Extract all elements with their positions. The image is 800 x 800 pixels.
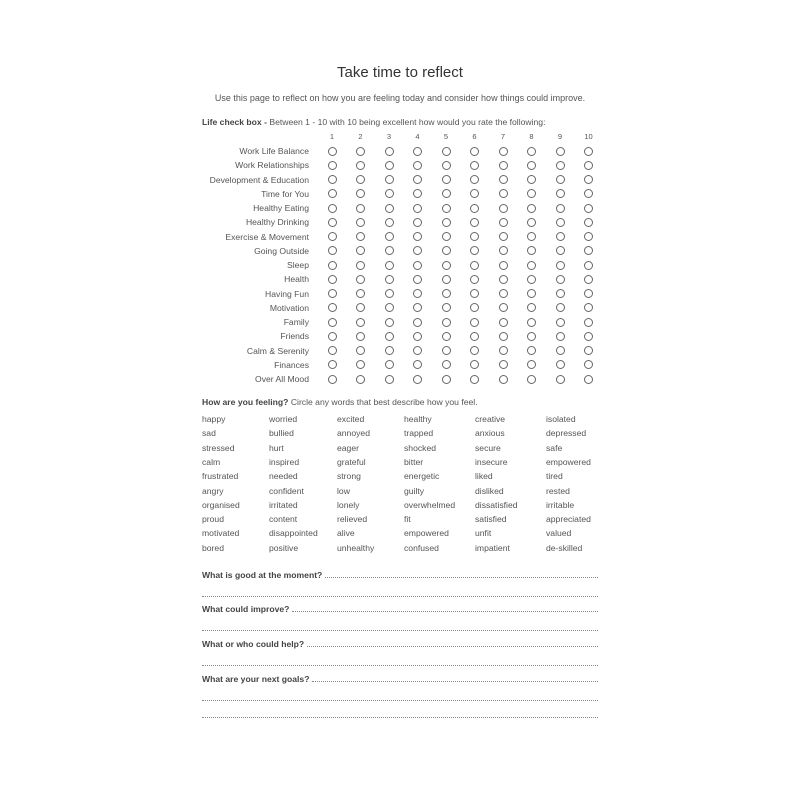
- rating-radio[interactable]: [328, 360, 337, 369]
- rating-radio[interactable]: [442, 346, 451, 355]
- rating-radio[interactable]: [470, 204, 479, 213]
- life-check-title: Life check box -: [202, 117, 267, 127]
- rating-radio[interactable]: [499, 147, 508, 156]
- rating-radio[interactable]: [385, 147, 394, 156]
- rating-radio[interactable]: [470, 332, 479, 341]
- rating-radio[interactable]: [556, 161, 565, 170]
- feeling-word[interactable]: shocked: [404, 442, 437, 453]
- scale-number: 8: [529, 132, 534, 141]
- rating-radio[interactable]: [356, 360, 365, 369]
- rating-radio[interactable]: [356, 318, 365, 327]
- rating-radio[interactable]: [527, 332, 536, 341]
- feeling-word[interactable]: inspired: [269, 456, 300, 467]
- rating-row-label: Motivation: [269, 302, 309, 313]
- rating-radio[interactable]: [356, 218, 365, 227]
- rating-radio[interactable]: [413, 204, 422, 213]
- feelings-heading: [202, 397, 478, 407]
- rating-radio[interactable]: [584, 375, 593, 384]
- feeling-word[interactable]: trapped: [404, 428, 434, 439]
- feeling-word[interactable]: needed: [269, 471, 298, 482]
- rating-radio[interactable]: [356, 147, 365, 156]
- rating-radio[interactable]: [470, 346, 479, 355]
- rating-radio[interactable]: [527, 246, 536, 255]
- rating-radio[interactable]: [328, 332, 337, 341]
- rating-radio[interactable]: [556, 346, 565, 355]
- rating-radio[interactable]: [499, 232, 508, 241]
- feeling-word[interactable]: calm: [202, 456, 221, 467]
- rating-row-label: Friends: [280, 331, 309, 342]
- rating-radio[interactable]: [413, 189, 422, 198]
- question-row: [202, 673, 598, 685]
- answer-line[interactable]: [325, 569, 598, 578]
- rating-radio[interactable]: [328, 189, 337, 198]
- feeling-word[interactable]: guilty: [404, 485, 425, 496]
- rating-radio[interactable]: [499, 189, 508, 198]
- rating-radio[interactable]: [527, 261, 536, 270]
- rating-radio[interactable]: [385, 375, 394, 384]
- rating-radio[interactable]: [499, 204, 508, 213]
- feeling-word[interactable]: healthy: [404, 414, 432, 424]
- rating-radio[interactable]: [356, 346, 365, 355]
- rating-radio[interactable]: [470, 318, 479, 327]
- feeling-word[interactable]: dissatisfied: [475, 499, 518, 510]
- rating-row-label: Over All Mood: [255, 374, 309, 384]
- question-row: [202, 603, 598, 615]
- rating-radio[interactable]: [499, 332, 508, 341]
- rating-radio[interactable]: [556, 303, 565, 312]
- feeling-word[interactable]: empowered: [404, 528, 449, 539]
- rating-radio[interactable]: [413, 147, 422, 156]
- question-label: What are your next goals?: [202, 674, 310, 684]
- feeling-word[interactable]: tired: [546, 471, 563, 482]
- rating-radio[interactable]: [470, 218, 479, 227]
- rating-radio[interactable]: [413, 175, 422, 184]
- rating-radio[interactable]: [442, 261, 451, 270]
- feeling-word[interactable]: unhealthy: [337, 542, 375, 553]
- feeling-word[interactable]: happy: [202, 414, 226, 424]
- scale-number: 3: [386, 132, 392, 141]
- feeling-word[interactable]: depressed: [546, 428, 587, 439]
- feeling-word[interactable]: irritated: [269, 499, 298, 510]
- rating-radio[interactable]: [470, 147, 479, 156]
- answer-line[interactable]: [307, 638, 598, 647]
- feeling-word[interactable]: proud: [202, 514, 224, 525]
- scale-number: 5: [443, 132, 449, 141]
- rating-radio[interactable]: [584, 289, 593, 298]
- scale-number: 10: [584, 132, 593, 141]
- rating-radio[interactable]: [499, 318, 508, 327]
- rating-radio[interactable]: [385, 289, 394, 298]
- rating-radio[interactable]: [385, 360, 394, 369]
- rating-radio[interactable]: [527, 232, 536, 241]
- rating-radio[interactable]: [499, 246, 508, 255]
- rating-radio[interactable]: [527, 318, 536, 327]
- rating-radio[interactable]: [527, 275, 536, 284]
- rating-radio[interactable]: [584, 318, 593, 327]
- rating-radio[interactable]: [413, 360, 422, 369]
- rating-radio[interactable]: [356, 332, 365, 341]
- scale-number: 9: [557, 132, 563, 141]
- rating-radio[interactable]: [527, 289, 536, 298]
- page-title: Take time to reflect: [337, 64, 463, 81]
- feeling-word[interactable]: relieved: [337, 514, 368, 525]
- feeling-word[interactable]: overwhelmed: [404, 499, 456, 510]
- rating-radio[interactable]: [442, 218, 451, 227]
- rating-radio[interactable]: [470, 232, 479, 241]
- rating-row-label: Work Life Balance: [239, 146, 309, 156]
- rating-row-label: Time for You: [261, 188, 309, 199]
- feeling-word[interactable]: secure: [475, 442, 501, 453]
- rating-row-label: Calm & Serenity: [246, 345, 309, 356]
- rating-radio[interactable]: [442, 375, 451, 384]
- rating-radio[interactable]: [442, 289, 451, 298]
- rating-radio[interactable]: [356, 289, 365, 298]
- rating-radio[interactable]: [328, 275, 337, 284]
- rating-radio[interactable]: [356, 261, 365, 270]
- rating-radio[interactable]: [470, 246, 479, 255]
- rating-radio[interactable]: [413, 275, 422, 284]
- rating-radio[interactable]: [556, 289, 565, 298]
- rating-radio[interactable]: [499, 346, 508, 355]
- rating-row-label: Health: [284, 274, 309, 285]
- life-check-heading: [202, 117, 545, 127]
- rating-radio[interactable]: [413, 318, 422, 327]
- rating-radio[interactable]: [442, 147, 451, 156]
- feeling-word[interactable]: bitter: [404, 456, 424, 467]
- rating-radio[interactable]: [556, 218, 565, 227]
- feeling-word[interactable]: safe: [546, 442, 563, 453]
- feeling-word[interactable]: fit: [404, 514, 411, 525]
- rating-radio[interactable]: [527, 161, 536, 170]
- feeling-word[interactable]: bullied: [269, 428, 294, 439]
- feeling-word[interactable]: satisfied: [475, 514, 507, 525]
- question-row: [202, 569, 598, 581]
- rating-radio[interactable]: [584, 147, 593, 156]
- rating-row-label: Work Relationships: [235, 160, 309, 171]
- rating-radio[interactable]: [556, 375, 565, 384]
- rating-radio[interactable]: [442, 204, 451, 213]
- rating-radio[interactable]: [328, 232, 337, 241]
- rating-radio[interactable]: [584, 232, 593, 241]
- rating-radio[interactable]: [556, 147, 565, 156]
- feeling-word[interactable]: valued: [546, 528, 572, 539]
- question-label: What or who could help?: [202, 639, 305, 649]
- rating-radio[interactable]: [584, 189, 593, 198]
- rating-radio[interactable]: [442, 332, 451, 341]
- rating-radio[interactable]: [527, 147, 536, 156]
- rating-radio[interactable]: [442, 189, 451, 198]
- rating-radio[interactable]: [556, 232, 565, 241]
- feeling-word[interactable]: isolated: [546, 414, 576, 424]
- answer-line[interactable]: [312, 673, 598, 682]
- question-label: What could improve?: [202, 604, 290, 614]
- answer-line[interactable]: [202, 665, 598, 666]
- answer-line[interactable]: [292, 603, 598, 612]
- rating-radio[interactable]: [413, 303, 422, 312]
- rating-radio[interactable]: [499, 303, 508, 312]
- feeling-word[interactable]: creative: [475, 414, 506, 424]
- question-label: What is good at the moment?: [202, 570, 323, 580]
- rating-radio[interactable]: [328, 303, 337, 312]
- rating-radio[interactable]: [556, 332, 565, 341]
- answer-line[interactable]: [202, 630, 598, 631]
- rating-radio[interactable]: [584, 246, 593, 255]
- rating-radio[interactable]: [413, 218, 422, 227]
- rating-radio[interactable]: [328, 147, 337, 156]
- rating-radio[interactable]: [499, 161, 508, 170]
- feeling-word[interactable]: annoyed: [337, 428, 370, 439]
- feeling-word[interactable]: alive: [337, 528, 355, 539]
- feeling-word[interactable]: unfit: [475, 528, 492, 539]
- rating-radio[interactable]: [584, 204, 593, 213]
- feeling-word[interactable]: angry: [202, 485, 224, 496]
- feeling-word[interactable]: irritable: [546, 499, 575, 510]
- feeling-word[interactable]: grateful: [337, 456, 366, 467]
- rating-row-label: Family: [283, 317, 309, 327]
- feeling-word[interactable]: energetic: [404, 471, 440, 482]
- rating-radio[interactable]: [328, 346, 337, 355]
- rating-radio[interactable]: [328, 261, 337, 270]
- answer-line[interactable]: [202, 596, 598, 597]
- rating-radio[interactable]: [385, 303, 394, 312]
- rating-radio[interactable]: [527, 375, 536, 384]
- rating-radio[interactable]: [413, 332, 422, 341]
- scale-number: 1: [329, 132, 335, 141]
- feeling-word[interactable]: stressed: [202, 442, 235, 453]
- rating-radio[interactable]: [328, 218, 337, 227]
- scale-number: 7: [500, 132, 506, 141]
- feeling-word[interactable]: frustrated: [202, 471, 239, 482]
- rating-radio[interactable]: [499, 289, 508, 298]
- rating-radio[interactable]: [356, 175, 365, 184]
- rating-radio[interactable]: [442, 175, 451, 184]
- rating-radio[interactable]: [584, 346, 593, 355]
- rating-radio[interactable]: [584, 161, 593, 170]
- rating-radio[interactable]: [584, 275, 593, 284]
- feeling-word[interactable]: rested: [546, 485, 570, 496]
- rating-radio[interactable]: [442, 360, 451, 369]
- rating-radio[interactable]: [584, 332, 593, 341]
- rating-radio[interactable]: [356, 246, 365, 255]
- rating-radio[interactable]: [584, 360, 593, 369]
- feeling-word[interactable]: organised: [202, 499, 240, 510]
- feeling-word[interactable]: disliked: [475, 485, 504, 496]
- rating-radio[interactable]: [385, 346, 394, 355]
- rating-radio[interactable]: [584, 218, 593, 227]
- rating-radio[interactable]: [499, 175, 508, 184]
- scale-number: 2: [358, 132, 363, 141]
- rating-radio[interactable]: [385, 275, 394, 284]
- rating-radio[interactable]: [556, 360, 565, 369]
- rating-radio[interactable]: [527, 175, 536, 184]
- rating-radio[interactable]: [328, 318, 337, 327]
- rating-radio[interactable]: [413, 246, 422, 255]
- rating-radio[interactable]: [356, 303, 365, 312]
- feeling-word[interactable]: appreciated: [546, 514, 591, 525]
- rating-radio[interactable]: [385, 246, 394, 255]
- rating-radio[interactable]: [385, 318, 394, 327]
- feeling-word[interactable]: anxious: [475, 428, 505, 439]
- rating-radio[interactable]: [356, 232, 365, 241]
- rating-row-label: Finances: [274, 359, 309, 370]
- rating-row-label: Healthy Drinking: [245, 217, 309, 228]
- rating-radio[interactable]: [385, 232, 394, 241]
- rating-radio[interactable]: [356, 375, 365, 384]
- feeling-word[interactable]: positive: [269, 542, 299, 553]
- rating-radio[interactable]: [385, 332, 394, 341]
- rating-radio[interactable]: [385, 161, 394, 170]
- rating-radio[interactable]: [356, 204, 365, 213]
- life-check-instruction: Between 1 - 10 with 10 being excellent how would you rate the following:: [269, 117, 546, 127]
- rating-radio[interactable]: [385, 189, 394, 198]
- feelings-instruction: Circle any words that best describe how you feel.: [290, 397, 478, 407]
- rating-radio[interactable]: [470, 289, 479, 298]
- rating-radio[interactable]: [470, 360, 479, 369]
- rating-row-label: Development & Education: [209, 174, 309, 185]
- rating-radio[interactable]: [328, 246, 337, 255]
- rating-radio[interactable]: [527, 360, 536, 369]
- rating-radio[interactable]: [556, 204, 565, 213]
- rating-radio[interactable]: [385, 261, 394, 270]
- answer-line[interactable]: [202, 717, 598, 718]
- rating-row-label: Going Outside: [254, 245, 309, 256]
- rating-radio[interactable]: [470, 189, 479, 198]
- feeling-word[interactable]: disappointed: [269, 528, 318, 539]
- answer-line[interactable]: [202, 700, 598, 701]
- rating-radio[interactable]: [328, 204, 337, 213]
- rating-radio[interactable]: [442, 161, 451, 170]
- rating-radio[interactable]: [470, 375, 479, 384]
- rating-radio[interactable]: [556, 246, 565, 255]
- rating-radio[interactable]: [499, 218, 508, 227]
- feeling-word[interactable]: worried: [269, 414, 298, 424]
- rating-radio[interactable]: [413, 261, 422, 270]
- feeling-word[interactable]: lonely: [337, 499, 360, 510]
- rating-radio[interactable]: [527, 303, 536, 312]
- rating-radio[interactable]: [556, 261, 565, 270]
- rating-radio[interactable]: [413, 232, 422, 241]
- rating-radio[interactable]: [328, 375, 337, 384]
- feeling-word[interactable]: hurt: [269, 442, 284, 453]
- rating-radio[interactable]: [385, 218, 394, 227]
- rating-radio[interactable]: [470, 261, 479, 270]
- rating-radio[interactable]: [527, 204, 536, 213]
- rating-radio[interactable]: [470, 161, 479, 170]
- rating-radio[interactable]: [584, 261, 593, 270]
- rating-radio[interactable]: [356, 189, 365, 198]
- feeling-word[interactable]: impatient: [475, 542, 510, 553]
- rating-radio[interactable]: [470, 303, 479, 312]
- rating-radio[interactable]: [413, 375, 422, 384]
- scale-number: 4: [415, 132, 420, 141]
- rating-radio[interactable]: [442, 232, 451, 241]
- feeling-word[interactable]: de-skilled: [546, 542, 583, 553]
- feeling-word[interactable]: eager: [337, 442, 359, 453]
- intro-text: Use this page to reflect on how you are feeling today and consider how things could improve.: [214, 93, 586, 103]
- rating-radio[interactable]: [499, 360, 508, 369]
- rating-row-label: Exercise & Movement: [225, 231, 309, 242]
- rating-radio[interactable]: [499, 375, 508, 384]
- rating-row-label: Healthy Eating: [253, 203, 309, 213]
- feeling-word[interactable]: content: [269, 514, 298, 525]
- feelings-title: How are you feeling?: [202, 397, 289, 407]
- feeling-word[interactable]: confident: [269, 485, 304, 496]
- rating-radio[interactable]: [385, 204, 394, 213]
- feeling-word[interactable]: insecure: [475, 456, 508, 467]
- rating-radio[interactable]: [527, 346, 536, 355]
- rating-radio[interactable]: [556, 275, 565, 284]
- rating-radio[interactable]: [442, 275, 451, 284]
- rating-radio[interactable]: [413, 161, 422, 170]
- rating-radio[interactable]: [499, 261, 508, 270]
- rating-radio[interactable]: [470, 175, 479, 184]
- feeling-word[interactable]: sad: [202, 428, 216, 439]
- rating-radio[interactable]: [442, 246, 451, 255]
- rating-radio[interactable]: [328, 175, 337, 184]
- rating-row-label: Having Fun: [265, 288, 309, 299]
- rating-radio[interactable]: [556, 318, 565, 327]
- rating-radio[interactable]: [413, 346, 422, 355]
- rating-row-label: Sleep: [287, 260, 309, 270]
- feeling-word[interactable]: bored: [202, 542, 224, 553]
- rating-radio[interactable]: [442, 318, 451, 327]
- rating-radio[interactable]: [356, 275, 365, 284]
- question-row: [202, 638, 598, 650]
- rating-radio[interactable]: [385, 175, 394, 184]
- scale-number: 6: [472, 132, 477, 141]
- rating-radio[interactable]: [470, 275, 479, 284]
- feeling-word[interactable]: confused: [404, 542, 439, 553]
- rating-radio[interactable]: [584, 303, 593, 312]
- feeling-word[interactable]: motivated: [202, 528, 240, 539]
- rating-radio[interactable]: [556, 175, 565, 184]
- rating-radio[interactable]: [584, 175, 593, 184]
- rating-radio[interactable]: [442, 303, 451, 312]
- feeling-word[interactable]: liked: [475, 471, 493, 482]
- rating-radio[interactable]: [328, 161, 337, 170]
- feeling-word[interactable]: excited: [337, 414, 365, 424]
- rating-radio[interactable]: [556, 189, 565, 198]
- rating-radio[interactable]: [413, 289, 422, 298]
- rating-radio[interactable]: [527, 189, 536, 198]
- feeling-word[interactable]: empowered: [546, 456, 591, 467]
- rating-radio[interactable]: [527, 218, 536, 227]
- feeling-word[interactable]: strong: [337, 471, 361, 482]
- rating-radio[interactable]: [356, 161, 365, 170]
- rating-radio[interactable]: [499, 275, 508, 284]
- rating-radio[interactable]: [328, 289, 337, 298]
- feeling-word[interactable]: low: [337, 485, 350, 496]
